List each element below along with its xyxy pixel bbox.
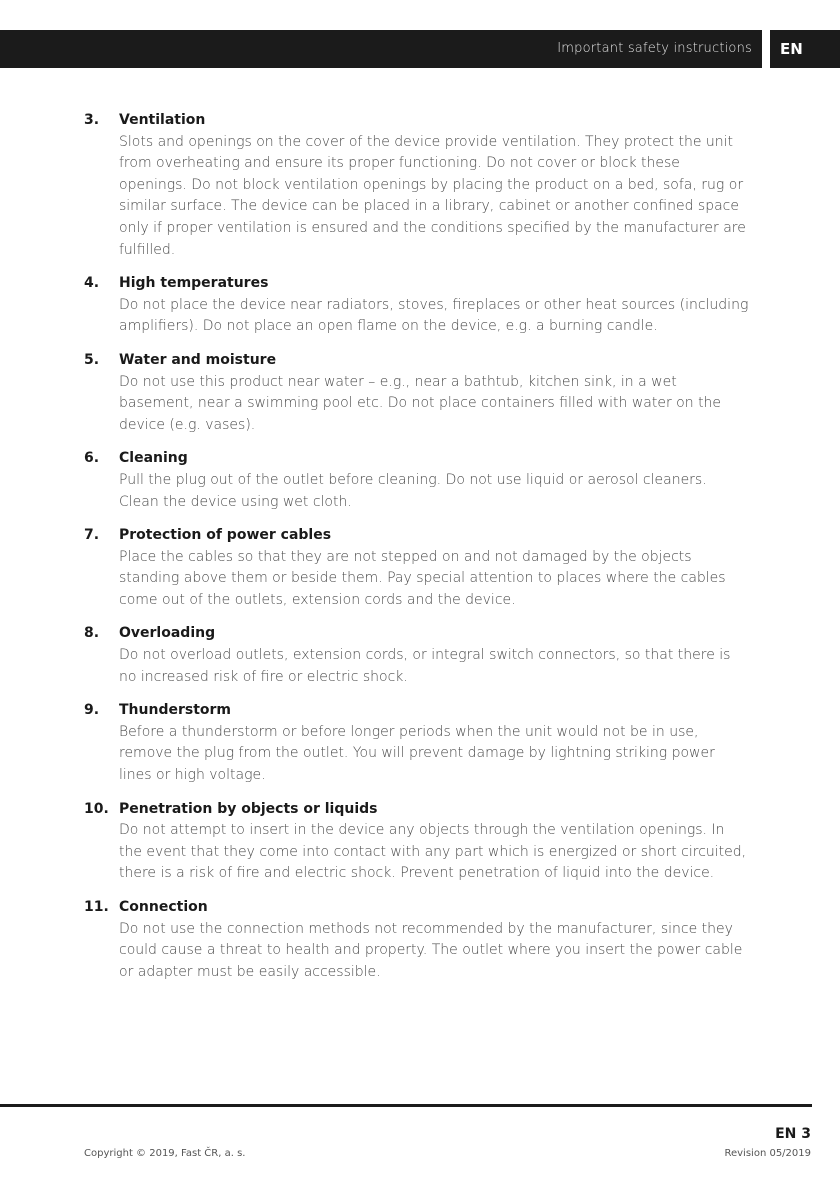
section-body: Slots and openings on the cover of the device provide ventilation. They protect the unit from overheating and ensure its proper functioning. Do not cover or block these openings. Do not block ventilation openings by placing the product on a bed, sofa, rug or similar surface. The device can be placed in a library, cabinet or another confined space only if proper ventilation is ensured and the conditions specified by the manufacturer are fulfilled. bbox=[119, 133, 746, 258]
section-body: Do not overload outlets, extension cords, or integral switch connectors, so that there is no increased risk of fire or electric shock. bbox=[119, 647, 731, 685]
section-title: Penetration by objects or liquids bbox=[119, 800, 378, 817]
section-title: Cleaning bbox=[119, 450, 188, 467]
section-number: 6. bbox=[84, 450, 100, 467]
section-title: High temperatures bbox=[119, 275, 269, 292]
section-ventilation bbox=[0, 110, 840, 261]
section-overloading bbox=[0, 623, 840, 688]
header-title: Important safety instructions bbox=[557, 41, 752, 56]
section-title: Water and moisture bbox=[119, 351, 277, 368]
section-number: 10. bbox=[84, 800, 109, 817]
section-protection-of-power-cables bbox=[0, 525, 840, 611]
section-body: Pull the plug out of the outlet before cleaning. Do not use liquid or aerosol cleaners. Clean the device using wet cloth. bbox=[119, 471, 707, 510]
revision-label: Revision 05/2019 bbox=[724, 1148, 811, 1159]
section-body: Do not attempt to insert in the device any objects through the ventilation openings. In the event that they come into contact with any part which is energized or short circuited, there is a risk of fire and electric shock. Prevent penetration of liquid into the device. bbox=[119, 822, 747, 882]
section-thunderstorm bbox=[0, 700, 840, 786]
instructions-list bbox=[0, 110, 840, 995]
language-badge: EN bbox=[770, 30, 840, 68]
section-number: 8. bbox=[84, 625, 100, 642]
section-penetration bbox=[0, 799, 840, 885]
section-number: 9. bbox=[84, 702, 100, 719]
section-cleaning bbox=[0, 448, 840, 513]
page-number: EN 3 bbox=[775, 1126, 811, 1142]
section-high-temperatures bbox=[0, 273, 840, 338]
section-body: Place the cables so that they are not stepped on and not damaged by the objects standing above them or beside them. Pay special attention to places where the cables come out of the outlets, extension cords and the device. bbox=[119, 548, 726, 608]
header-bar bbox=[0, 30, 762, 68]
section-number: 5. bbox=[84, 351, 100, 368]
section-number: 7. bbox=[84, 527, 100, 544]
section-number: 4. bbox=[84, 275, 100, 292]
section-connection bbox=[0, 897, 840, 983]
copyright-notice: Copyright © 2019, Fast ČR, a. s. bbox=[84, 1148, 246, 1159]
section-body: Before a thunderstorm or before longer periods when the unit would not be in use, remove the plug from the outlet. You will prevent damage by lightning striking power lines or high voltage. bbox=[119, 723, 715, 784]
section-title: Ventilation bbox=[119, 112, 206, 128]
section-body: Do not place the device near radiators, stoves, fireplaces or other heat sources (including amplifiers). Do not place an open flame on the device, e.g. a burning candle. bbox=[119, 296, 749, 335]
section-number: 11. bbox=[84, 899, 109, 915]
section-number: 3. bbox=[84, 112, 100, 128]
section-water-and-moisture bbox=[0, 350, 840, 436]
section-body: Do not use this product near water – e.g., near a bathtub, kitchen sink, in a wet basement, near a swimming pool etc. Do not place containers filled with water on the device (e.g. vases). bbox=[119, 373, 722, 433]
section-body: Do not use the connection methods not recommended by the manufacturer, since they could cause a threat to health and property. The outlet where you insert the power cable or adapter must be easily accessible. bbox=[119, 920, 743, 980]
section-title: Thunderstorm bbox=[119, 702, 232, 719]
footer-divider bbox=[0, 1104, 812, 1107]
section-title: Overloading bbox=[119, 625, 216, 642]
section-title: Connection bbox=[119, 899, 208, 915]
section-title: Protection of power cables bbox=[119, 527, 332, 544]
